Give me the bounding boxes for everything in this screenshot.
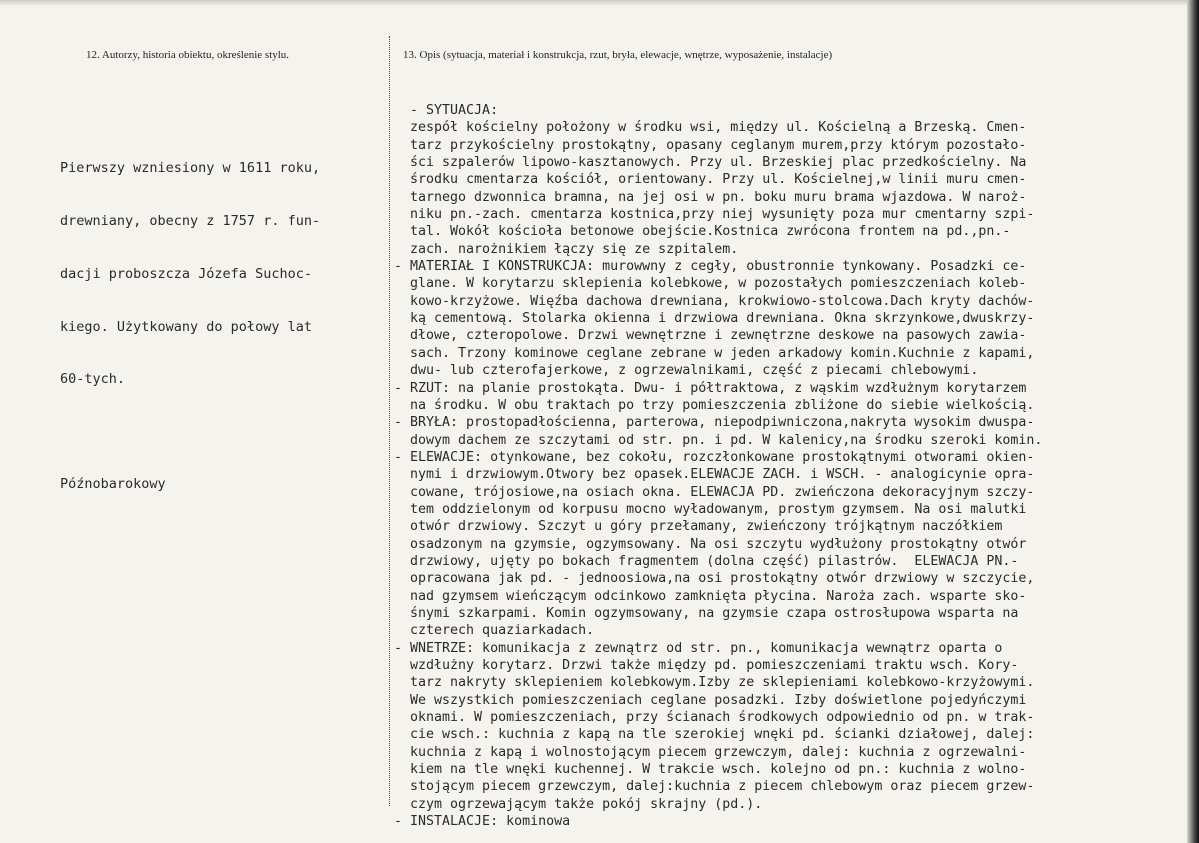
description-line: We wszystkich pomieszczeniach ceglane posadzki. Izby doświetlone pojedyńczymi xyxy=(394,692,1027,708)
description-line: sach. Trzony kominowe ceglane zebrane w jeden arkadowy komin.Kuchnie z kapami, xyxy=(394,345,1035,361)
description-line: drzwiowy, ujęty po bokach fragmentem (dolna część) pilastrów. ELEWACJA PN.- xyxy=(394,553,1019,569)
history-line: dacji proboszcza Józefa Suchoc- xyxy=(60,265,312,282)
description-line: tal. Wokół kościoła betonowe obejście.Kostnica zwrócona frontem na pd.,pn.- xyxy=(394,224,1011,240)
description-line: glane. W korytarzu sklepienia kolebkowe, w pozostałych pomieszczeniach koleb- xyxy=(394,276,1027,292)
description-line: kowo-krzyżowe. Więźba dachowa drewniana, krokwiowo-stolcowa.Dach kryty dachów- xyxy=(394,293,1035,309)
section-12-heading: 12. Autorzy, historia obiektu, określenie stylu. xyxy=(86,49,290,61)
description-line: na środku. W obu traktach po trzy pomieszczenia zbliżone do siebie wielkością. xyxy=(394,397,1035,413)
description-line: wzdłużny korytarz. Drzwi także między pd. pomieszczeniami traktu wsch. Kory- xyxy=(394,658,1019,673)
description-line: nad gzymsem wieńczącym odcinkowo zamknięta płycina. Naroża zach. wsparte sko- xyxy=(394,588,1027,604)
description-line: cowane, trójosiowe,na osiach okna. ELEWACJA PD. zwieńczona dekoracyjnym szczy- xyxy=(394,484,1035,500)
history-line: Pierwszy wzniesiony w 1611 roku, xyxy=(60,160,321,177)
description-line: zespół kościelny położony w środku wsi, między ul. Kościelną a Brzeską. Cmen- xyxy=(394,120,1027,136)
history-line: 60-tych. xyxy=(60,371,126,388)
description-line: tarnego dzwonnica bramna, na jej osi w pn. boku muru brama wjazdowa. W naroż- xyxy=(394,189,1027,205)
description-line: - WNETRZE: komunikacja z zewnątrz od str. pn., komunikacja wewnątrz oparta o xyxy=(394,640,1003,656)
page-top-edge xyxy=(0,0,1199,6)
description-line: dowym dachem ze szczytami od str. pn. i pd. W kalenicy,na środku szeroki komin. xyxy=(394,432,1043,448)
description-line: - BRYŁA: prostopadłościenna, parterowa, niepodpiwniczona,nakryta wysokim dwuspa- xyxy=(394,415,1035,431)
style-label: Późnobarokowy xyxy=(60,476,166,493)
paragraph-gap xyxy=(60,424,380,441)
description-line: nymi i drzwiowym.Otwory bez opasek.ELEWACJE ZACH. i WSCH. - analogicynie opra- xyxy=(394,467,1035,483)
history-column xyxy=(60,125,380,529)
description-line: osadzonym na gzymsie, ogzymsowany. Na osi szczytu wydłużony prostokątny otwór xyxy=(394,536,1027,552)
description-line: opracowana jak pd. - jednoosiowa,na osi prostokątny otwór drzwiowy w szczycie, xyxy=(394,571,1035,587)
history-line: kiego. Użytkowany do połowy lat xyxy=(60,318,312,335)
description-line: tem oddzielonym od korpusu mocno wyładowanym, prostym gzymsem. Na osi malutki xyxy=(394,501,1027,517)
description-line: ką cementową. Stolarka okienna i drzwiowa drewniana. Okna skrzynkowe,dwuskrzy- xyxy=(394,311,1035,327)
description-line: czym ogrzewającym także pokój skrajny (pd.). xyxy=(394,796,763,812)
column-divider xyxy=(389,36,390,806)
description-line: ści szpalerów lipowo-kasztanowych. Przy ul. Brzeskiej plac przedkościelny. Na xyxy=(394,155,1027,171)
description-line: - INSTALACJE: kominowa xyxy=(394,814,571,830)
section-13-heading: 13. Opis (sytuacja, materiał i konstrukcja, rzut, bryła, elewacje, wnętrze, wyposażenie, instalacje) xyxy=(403,49,833,61)
description-line: czterech quaziarkadach. xyxy=(394,623,595,639)
description-line: - MATERIAŁ I KONSTRUKCJA: murowwny z cegły, obustronnie tynkowany. Posadzki ce- xyxy=(394,259,1027,275)
description-line: cie wsch.: kuchnia z kapą na tle szerokiej wnęki pd. ścianki działowej, dalej: xyxy=(394,727,1035,743)
description-line: tarz przykościelny prostokątny, opasany ceglanym murem,przy którym pozostało- xyxy=(394,137,1027,153)
description-column xyxy=(394,102,1194,830)
description-line: zach. narożnikiem łączy się ze szpitalem. xyxy=(394,241,739,257)
description-line: dłowe, czteropolowe. Drzwi wewnętrzne i zewnętrzne deskowe na pasowych zawia- xyxy=(394,328,1027,344)
description-line: otwór drzwiowy. Szczyt u góry przełamany, zwieńczony trójkątnym naczółkiem xyxy=(394,519,1003,535)
description-line: - ELEWACJE: otynkowane, bez cokołu, rozczłonkowane prostokątnymi otworami okien- xyxy=(394,449,1035,465)
description-line: kiem na tle wnęki kuchennej. W trakcie wsch. kolejno od pn.: kuchnia z wolno- xyxy=(394,762,1027,778)
description-line: - RZUT: na planie prostokąta. Dwu- i półtraktowa, z wąskim wzdłużnym korytarzem xyxy=(394,380,1027,396)
description-line: śnymi szkarpami. Komin ogzymsowany, na gzymsie czapa ostrosłupowa wsparta na xyxy=(394,605,1019,621)
description-line: kuchnia z kapą i wolnostojącym piecem grzewczym, dalej: kuchnia z ogrzewalni- xyxy=(394,744,1027,760)
history-line: drewniany, obecny z 1757 r. fun- xyxy=(60,212,321,229)
description-line: oknami. W pomieszczeniach, przy ścianach środkowych odpowiednio od pn. w trak- xyxy=(394,710,1035,726)
description-line: stojącym piecem grzewczym, dalej:kuchnia z piecem chlebowym oraz piecem grzew- xyxy=(394,779,1035,795)
description-line: środku cmentarza kościół, orientowany. Przy ul. Kościelnej,w linii muru cmen- xyxy=(394,172,1027,188)
description-line: dwu- lub czterofajerkowe, z ogrzewalnikami, część z piecami chlebowymi. xyxy=(394,363,979,379)
description-line: tarz nakryty sklepieniem kolebkowym.Izby ze sklepieniami kolebkowo-krzyżowymi. xyxy=(394,675,1035,691)
description-line: - SYTUACJA: xyxy=(394,103,499,118)
description-line: niku pn.-zach. cmentarza kostnica,przy niej wysunięty poza mur cmentarny szpi- xyxy=(394,207,1035,223)
